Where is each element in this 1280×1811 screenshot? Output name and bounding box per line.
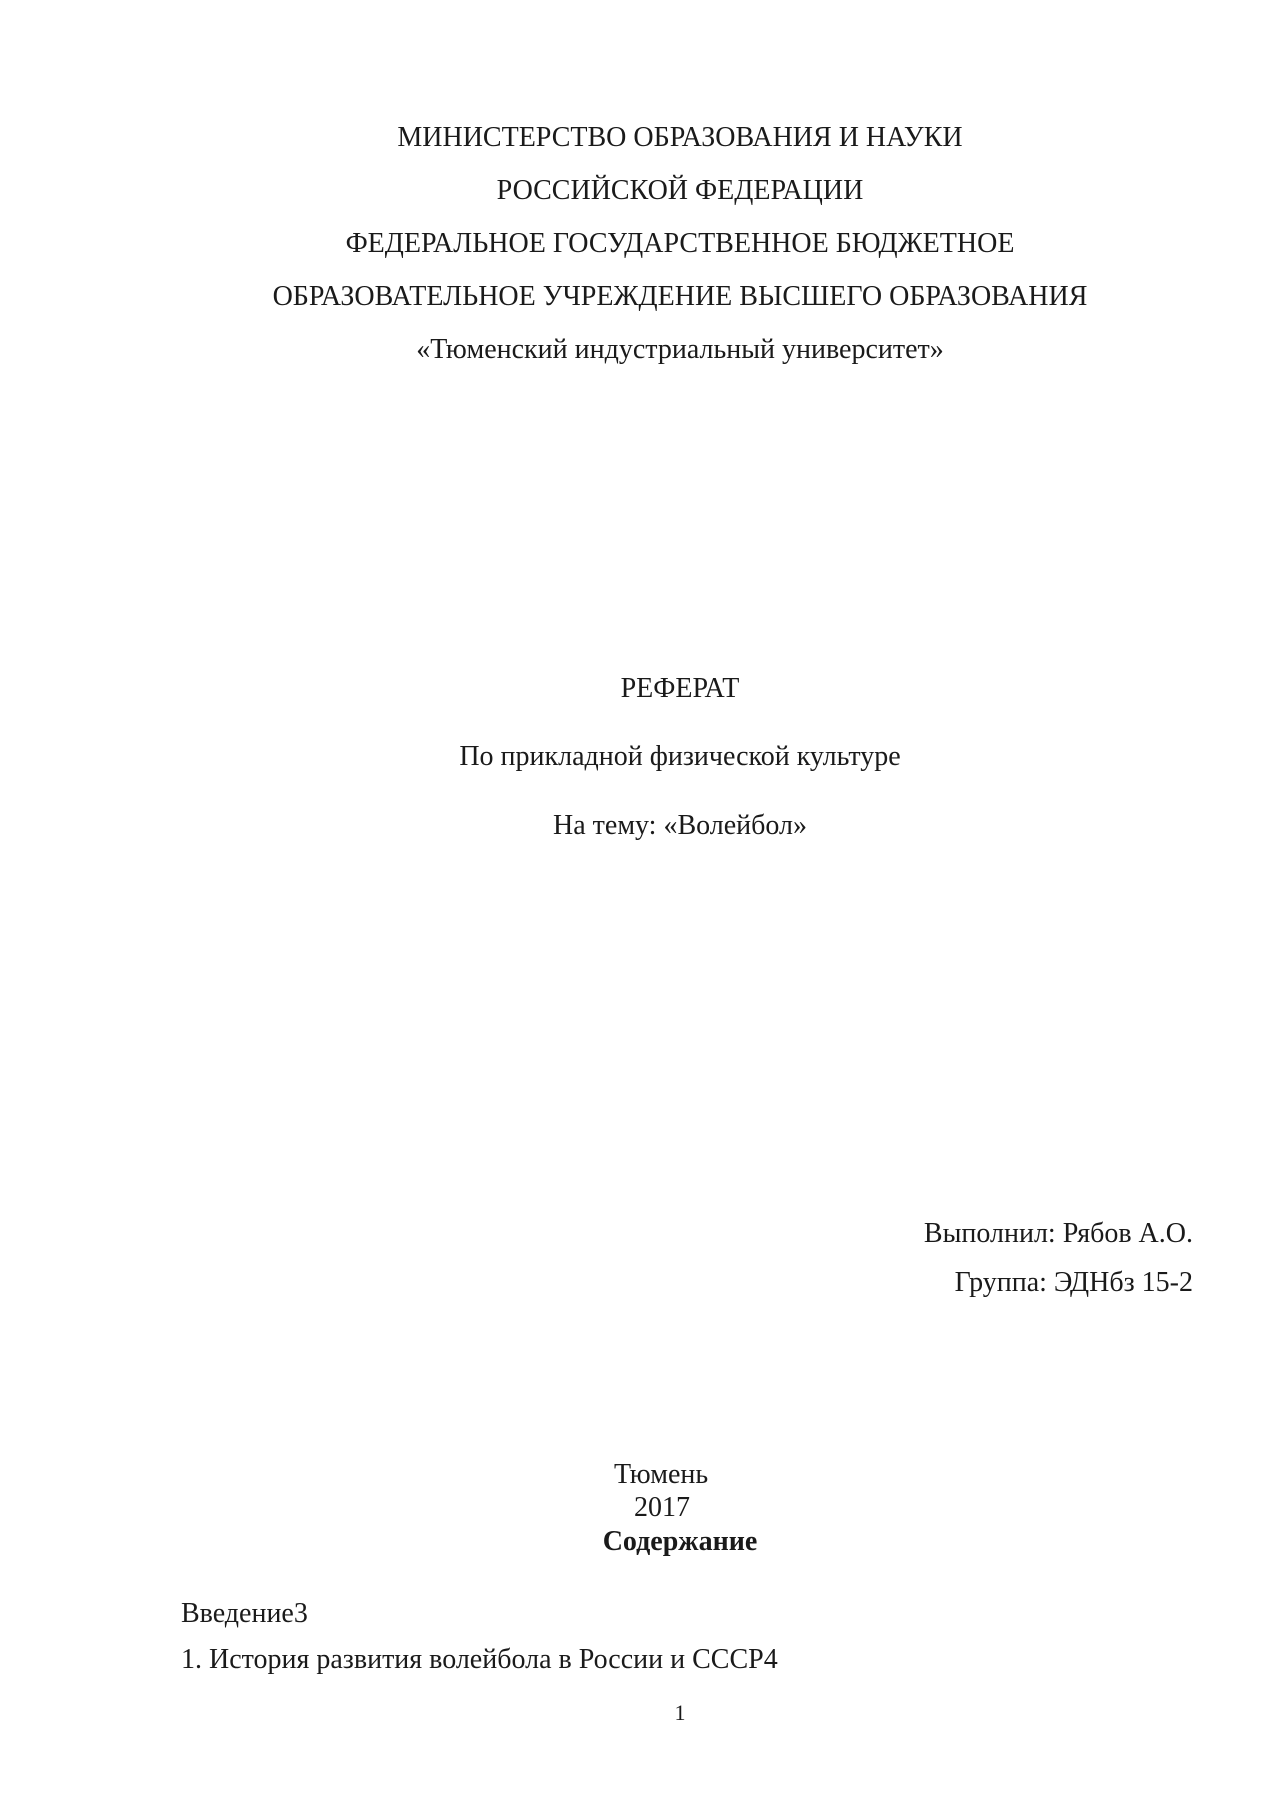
university-name: «Тюменский индустриальный университет» <box>416 334 944 365</box>
toc-item-introduction: Введение3 <box>181 1598 308 1629</box>
page-number: 1 <box>674 1700 686 1725</box>
document-subject: По прикладной физической культуре <box>459 741 901 772</box>
year: 2017 <box>634 1492 690 1523</box>
toc-item-history: 1. История развития волейбола в России и СССР4 <box>181 1644 778 1675</box>
contents-heading: Содержание <box>602 1526 758 1557</box>
city: Тюмень <box>614 1459 709 1490</box>
group-line: Группа: ЭДНбз 15-2 <box>954 1267 1193 1298</box>
institution-line-2: ОБРАЗОВАТЕЛЬНОЕ УЧРЕЖДЕНИЕ ВЫСШЕГО ОБРАЗОВАНИЯ <box>272 281 1088 312</box>
ministry-line-1: МИНИСТЕРСТВО ОБРАЗОВАНИЯ И НАУКИ <box>397 122 963 153</box>
document-type: РЕФЕРАТ <box>620 673 740 704</box>
author-line: Выполнил: Рябов А.О. <box>923 1218 1193 1249</box>
ministry-line-2: РОССИЙСКОЙ ФЕДЕРАЦИИ <box>496 175 864 206</box>
document-topic: На тему: «Волейбол» <box>553 810 807 841</box>
institution-line-1: ФЕДЕРАЛЬНОЕ ГОСУДАРСТВЕННОЕ БЮДЖЕТНОЕ <box>345 228 1015 259</box>
